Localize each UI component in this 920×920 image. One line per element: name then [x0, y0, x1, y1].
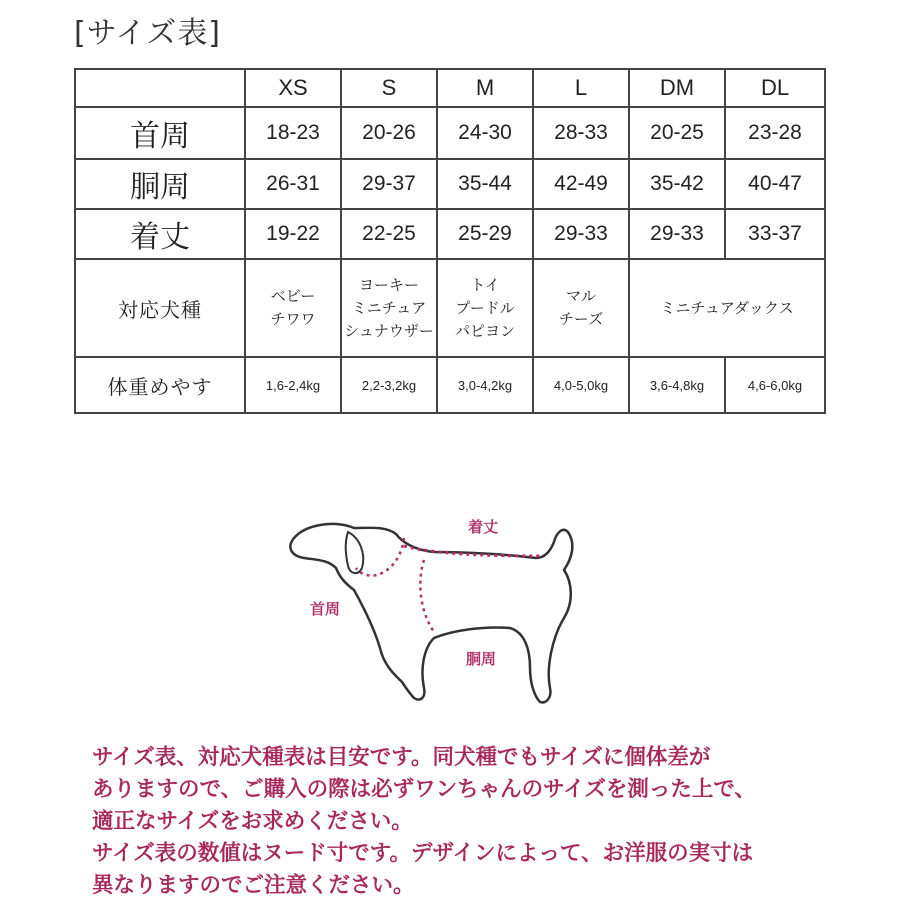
dog-measurement-diagram — [284, 498, 584, 718]
table-row-weight — [75, 357, 825, 413]
breed-line: トイ — [470, 275, 500, 294]
length-guide — [404, 546, 542, 556]
table-cell: 29-33 — [533, 209, 629, 259]
row-label-chest: 胴周 — [75, 159, 245, 209]
column-header: DM — [629, 69, 725, 107]
breed-cell — [533, 259, 629, 357]
breed-line: チワワ — [270, 310, 316, 328]
table-cell: 28-33 — [533, 107, 629, 159]
neck-label: 首周 — [310, 600, 341, 618]
size-notes — [92, 742, 832, 902]
weight-cell: 3,0-4,2kg — [437, 357, 533, 413]
length-label: 着丈 — [468, 518, 499, 536]
corner-cell — [75, 69, 245, 107]
weight-cell: 4,0-5,0kg — [533, 357, 629, 413]
breed-cell — [245, 259, 341, 357]
note-line: サイズ表の数値はヌード寸です。デザインによって、お洋服の実寸は — [92, 841, 754, 866]
table-row — [75, 159, 825, 209]
breed-cell-dachshund: ミニチュアダックス — [629, 259, 825, 357]
breed-cell — [341, 259, 437, 357]
table-cell: 23-28 — [725, 107, 825, 159]
note-line: 適正なサイズをお求めください。 — [92, 809, 413, 834]
dog-ear — [346, 532, 364, 573]
table-cell: 20-26 — [341, 107, 437, 159]
row-label-breed: 対応犬種 — [75, 259, 245, 357]
table-cell: 29-33 — [629, 209, 725, 259]
note-line: サイズ表、対応犬種表は目安です。同犬種でもサイズに個体差が — [92, 745, 711, 770]
breed-line: マル — [565, 287, 596, 305]
breed-line: チーズ — [558, 310, 604, 328]
weight-cell: 2,2-3,2kg — [341, 357, 437, 413]
breed-line: シュナウザー — [344, 321, 434, 340]
column-header: S — [341, 69, 437, 107]
table-row — [75, 107, 825, 159]
table-cell: 42-49 — [533, 159, 629, 209]
table-cell: 20-25 — [629, 107, 725, 159]
table-cell: 18-23 — [245, 107, 341, 159]
table-cell: 35-44 — [437, 159, 533, 209]
table-cell: 33-37 — [725, 209, 825, 259]
weight-cell: 4,6-6,0kg — [725, 357, 825, 413]
table-row — [75, 209, 825, 259]
table-cell: 40-47 — [725, 159, 825, 209]
table-cell: 19-22 — [245, 209, 341, 259]
page-title: [サイズ表] — [74, 16, 222, 51]
table-cell: 24-30 — [437, 107, 533, 159]
column-header: M — [437, 69, 533, 107]
breed-line: プードル — [455, 298, 515, 317]
table-cell: 35-42 — [629, 159, 725, 209]
table-row-breed — [75, 259, 825, 357]
note-line: 異なりますのでご注意ください。 — [92, 873, 415, 898]
table-cell: 26-31 — [245, 159, 341, 209]
row-label-weight: 体重めやす — [75, 357, 245, 413]
row-label-length: 着丈 — [75, 209, 245, 259]
breed-line: ミニチュア — [351, 298, 427, 317]
breed-cell — [437, 259, 533, 357]
breed-line: ヨーキー — [358, 275, 419, 294]
column-header: XS — [245, 69, 341, 107]
weight-cell: 1,6-2,4kg — [245, 357, 341, 413]
row-label-neck: 首周 — [75, 107, 245, 159]
column-header: DL — [725, 69, 825, 107]
column-header: L — [533, 69, 629, 107]
table-cell: 29-37 — [341, 159, 437, 209]
table-cell: 22-25 — [341, 209, 437, 259]
table-cell: 25-29 — [437, 209, 533, 259]
chest-guide — [420, 560, 434, 632]
note-line: ありますので、ご購入の際は必ずワンちゃんのサイズを測った上で、 — [92, 777, 756, 802]
breed-line: ベビー — [270, 287, 316, 305]
weight-cell: 3,6-4,8kg — [629, 357, 725, 413]
chest-label: 胴周 — [466, 650, 497, 668]
breed-line: パピヨン — [454, 321, 515, 340]
table-header-row — [75, 69, 825, 107]
size-table — [74, 68, 826, 414]
